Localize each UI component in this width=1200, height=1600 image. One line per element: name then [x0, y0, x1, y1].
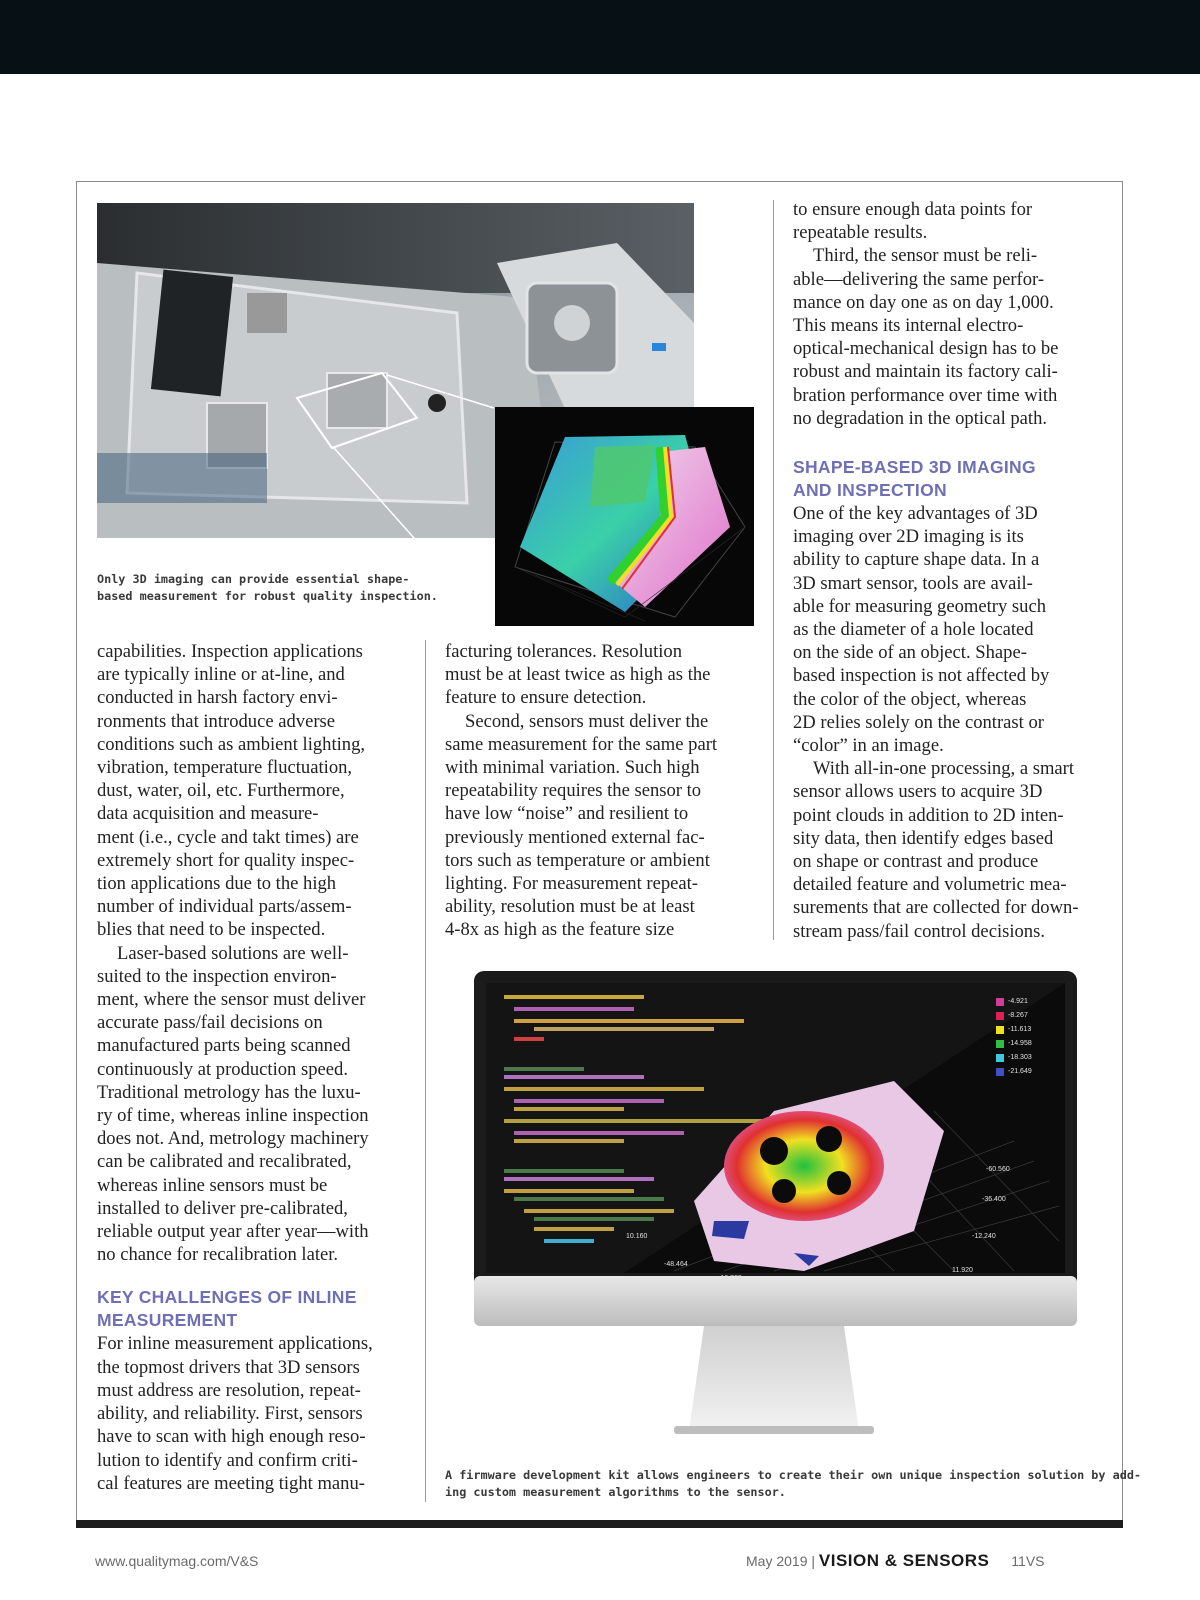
- legend-label: -14.958: [1008, 1040, 1032, 1047]
- heading-line: MEASUREMENT: [97, 1310, 238, 1331]
- text-line: point clouds in addition to 2D inten-: [793, 804, 1064, 826]
- paragraph: [793, 757, 1113, 943]
- text-line: no degradation in the optical path.: [793, 407, 1048, 429]
- footer-brand: VISION & SENSORS: [818, 1551, 990, 1570]
- top-banner: [0, 0, 1200, 74]
- footer-date: May 2019 |: [746, 1553, 816, 1569]
- text-line: This means its internal electro-: [793, 315, 1024, 337]
- legend-swatch: [996, 1068, 1004, 1076]
- text-line: mance on day one as on day 1,000.: [793, 291, 1054, 313]
- monitor-figure: [474, 971, 1077, 1441]
- text-line: feature to ensure detection.: [445, 687, 647, 709]
- text-line: ment (i.e., cycle and takt times) are: [97, 826, 359, 848]
- text-line: have low “noise” and resilient to: [445, 803, 689, 825]
- column-rule: [425, 640, 426, 1502]
- section-heading: [793, 456, 1113, 502]
- page-number: 11VS: [1011, 1553, 1045, 1569]
- text-line: ability, and reliability. First, sensors: [97, 1403, 363, 1425]
- text-line: able—delivering the same perfor-: [793, 268, 1045, 290]
- legend-label: -4.921: [1008, 998, 1028, 1005]
- text-line: With all-in-one processing, a smart: [813, 758, 1075, 780]
- color-legend: [1008, 995, 1032, 1079]
- text-line: are typically inline or at-line, and: [97, 664, 345, 686]
- column-1: [97, 640, 412, 1495]
- footer-right: [746, 1551, 1045, 1571]
- legend-swatch: [996, 1026, 1004, 1034]
- text-line: surements that are collected for down-: [793, 897, 1079, 919]
- text-line: One of the key advantages of 3D: [793, 503, 1038, 525]
- text-line: optical-mechanical design has to be: [793, 338, 1059, 360]
- text-line: cal features are meeting tight manu-: [97, 1472, 365, 1494]
- text-line: on the side of an object. Shape-: [793, 642, 1027, 664]
- legend-label: -11.613: [1008, 1026, 1032, 1033]
- text-line: previously mentioned external fac-: [445, 826, 705, 848]
- caption-line: based measurement for robust quality inspection.: [97, 588, 438, 603]
- text-line: accurate pass/fail decisions on: [97, 1012, 323, 1034]
- text-line: robust and maintain its factory cali-: [793, 361, 1058, 383]
- text-line: capabilities. Inspection applications: [97, 641, 363, 662]
- text-line: same measurement for the same part: [445, 733, 718, 755]
- axis-label: -36.400: [982, 1196, 1006, 1203]
- text-line: Third, the sensor must be reli-: [813, 245, 1038, 267]
- text-line: as the diameter of a hole located: [793, 619, 1034, 641]
- text-line: whereas inline sensors must be: [97, 1174, 328, 1196]
- heading-line: KEY CHALLENGES OF INLINE: [97, 1287, 357, 1308]
- text-line: stream pass/fail control decisions.: [793, 920, 1045, 942]
- axis-label: -12.240: [972, 1233, 996, 1240]
- paragraph: [793, 502, 1113, 757]
- text-line: to ensure enough data points for: [793, 199, 1033, 220]
- legend-swatch: [996, 998, 1004, 1006]
- text-line: facturing tolerances. Resolution: [445, 641, 682, 662]
- paragraph: [445, 710, 760, 942]
- text-line: ment, where the sensor must deliver: [97, 989, 366, 1011]
- axis-label: -48.464: [664, 1261, 688, 1268]
- paragraph: [445, 640, 760, 710]
- text-line: the color of the object, whereas: [793, 688, 1027, 710]
- text-line: the topmost drivers that 3D sensors: [97, 1356, 360, 1378]
- text-line: Laser-based solutions are well-: [117, 942, 349, 964]
- axis-label: 10.160: [626, 1233, 648, 1240]
- axis-label: 11.920: [952, 1267, 973, 1274]
- column-3: [793, 198, 1113, 943]
- text-line: dust, water, oil, etc. Furthermore,: [97, 780, 345, 802]
- text-line: can be calibrated and recalibrated,: [97, 1151, 352, 1173]
- text-line: with minimal variation. Such high: [445, 757, 700, 779]
- text-line: installed to deliver pre-calibrated,: [97, 1197, 348, 1219]
- legend-label: -18.303: [1008, 1054, 1032, 1061]
- text-line: repeatable results.: [793, 222, 928, 244]
- text-line: bration performance over time with: [793, 384, 1058, 406]
- legend-swatch: [996, 1040, 1004, 1048]
- text-line: ronments that introduce adverse: [97, 710, 336, 732]
- text-line: Second, sensors must deliver the: [465, 710, 709, 732]
- text-line: data acquisition and measure-: [97, 803, 319, 825]
- text-line: Traditional metrology has the luxu-: [97, 1081, 361, 1103]
- figure2-caption: [445, 1467, 1141, 1500]
- paragraph: [793, 198, 1113, 244]
- axis-label: -60.560: [986, 1166, 1010, 1173]
- paragraph: [97, 942, 412, 1267]
- text-line: able for measuring geometry such: [793, 595, 1046, 617]
- text-line: does not. And, metrology machinery: [97, 1128, 369, 1150]
- caption-line: ing custom measurement algorithms to the sensor.: [445, 1484, 786, 1499]
- text-line: detailed feature and volumetric mea-: [793, 874, 1067, 896]
- text-line: lighting. For measurement repeat-: [445, 873, 699, 895]
- text-line: vibration, temperature fluctuation,: [97, 757, 353, 779]
- section-heading: [97, 1286, 412, 1332]
- text-line: suited to the inspection environ-: [97, 965, 337, 987]
- text-line: repeatability requires the sensor to: [445, 780, 702, 802]
- text-line: 3D smart sensor, tools are avail-: [793, 572, 1033, 594]
- text-line: based inspection is not affected by: [793, 665, 1050, 687]
- footer-url: www.qualitymag.com/V&S: [95, 1553, 259, 1569]
- text-line: ability, resolution must be at least: [445, 896, 695, 918]
- text-line: must address are resolution, repeat-: [97, 1379, 361, 1401]
- text-line: have to scan with high enough reso-: [97, 1426, 366, 1448]
- text-line: tion applications due to the high: [97, 873, 337, 895]
- text-line: blies that need to be inspected.: [97, 919, 326, 941]
- caption-line: Only 3D imaging can provide essential shape-: [97, 572, 410, 586]
- text-line: tors such as temperature or ambient: [445, 849, 710, 871]
- text-line: imaging over 2D imaging is its: [793, 526, 1024, 548]
- heading-line: SHAPE-BASED 3D IMAGING: [793, 457, 1036, 478]
- text-line: must be at least twice as high as the: [445, 664, 711, 686]
- heading-line: AND INSPECTION: [793, 480, 947, 501]
- figure1-caption: [97, 571, 438, 604]
- text-line: ry of time, whereas inline inspection: [97, 1105, 369, 1127]
- text-line: no chance for recalibration later.: [97, 1244, 339, 1266]
- text-line: conditions such as ambient lighting,: [97, 733, 366, 755]
- legend-swatch: [996, 1012, 1004, 1020]
- text-line: reliable output year after year—with: [97, 1221, 369, 1243]
- axis-label: -16.768: [718, 1275, 742, 1282]
- text-line: manufactured parts being scanned: [97, 1035, 351, 1057]
- caption-line: A firmware development kit allows engineers to create their own unique inspection solution by add-: [445, 1468, 1142, 1482]
- text-line: 4-8x as high as the feature size: [445, 919, 675, 941]
- text-line: “color” in an image.: [793, 735, 944, 757]
- text-line: sensor allows users to acquire 3D: [793, 781, 1043, 803]
- text-line: continuously at production speed.: [97, 1058, 348, 1080]
- text-line: 2D relies solely on the contrast or: [793, 711, 1044, 733]
- paragraph: [97, 640, 412, 942]
- legend-swatch: [996, 1054, 1004, 1062]
- paragraph: [793, 244, 1113, 430]
- 3d-scan-inset: [495, 407, 754, 626]
- text-line: ability to capture shape data. In a: [793, 549, 1040, 571]
- bottom-bar: [76, 1520, 1123, 1528]
- text-line: conducted in harsh factory envi-: [97, 687, 338, 709]
- text-line: sity data, then identify edges based: [793, 827, 1054, 849]
- text-line: For inline measurement applications,: [97, 1333, 373, 1355]
- legend-label: -21.649: [1008, 1068, 1032, 1075]
- column-2: [445, 640, 760, 942]
- legend-label: -8.267: [1008, 1012, 1028, 1019]
- column-rule: [773, 200, 774, 940]
- text-line: on shape or contrast and produce: [793, 851, 1039, 873]
- text-line: lution to identify and confirm criti-: [97, 1449, 358, 1471]
- text-line: number of individual parts/assem-: [97, 896, 352, 918]
- paragraph: [97, 1332, 412, 1494]
- text-line: extremely short for quality inspec-: [97, 849, 355, 871]
